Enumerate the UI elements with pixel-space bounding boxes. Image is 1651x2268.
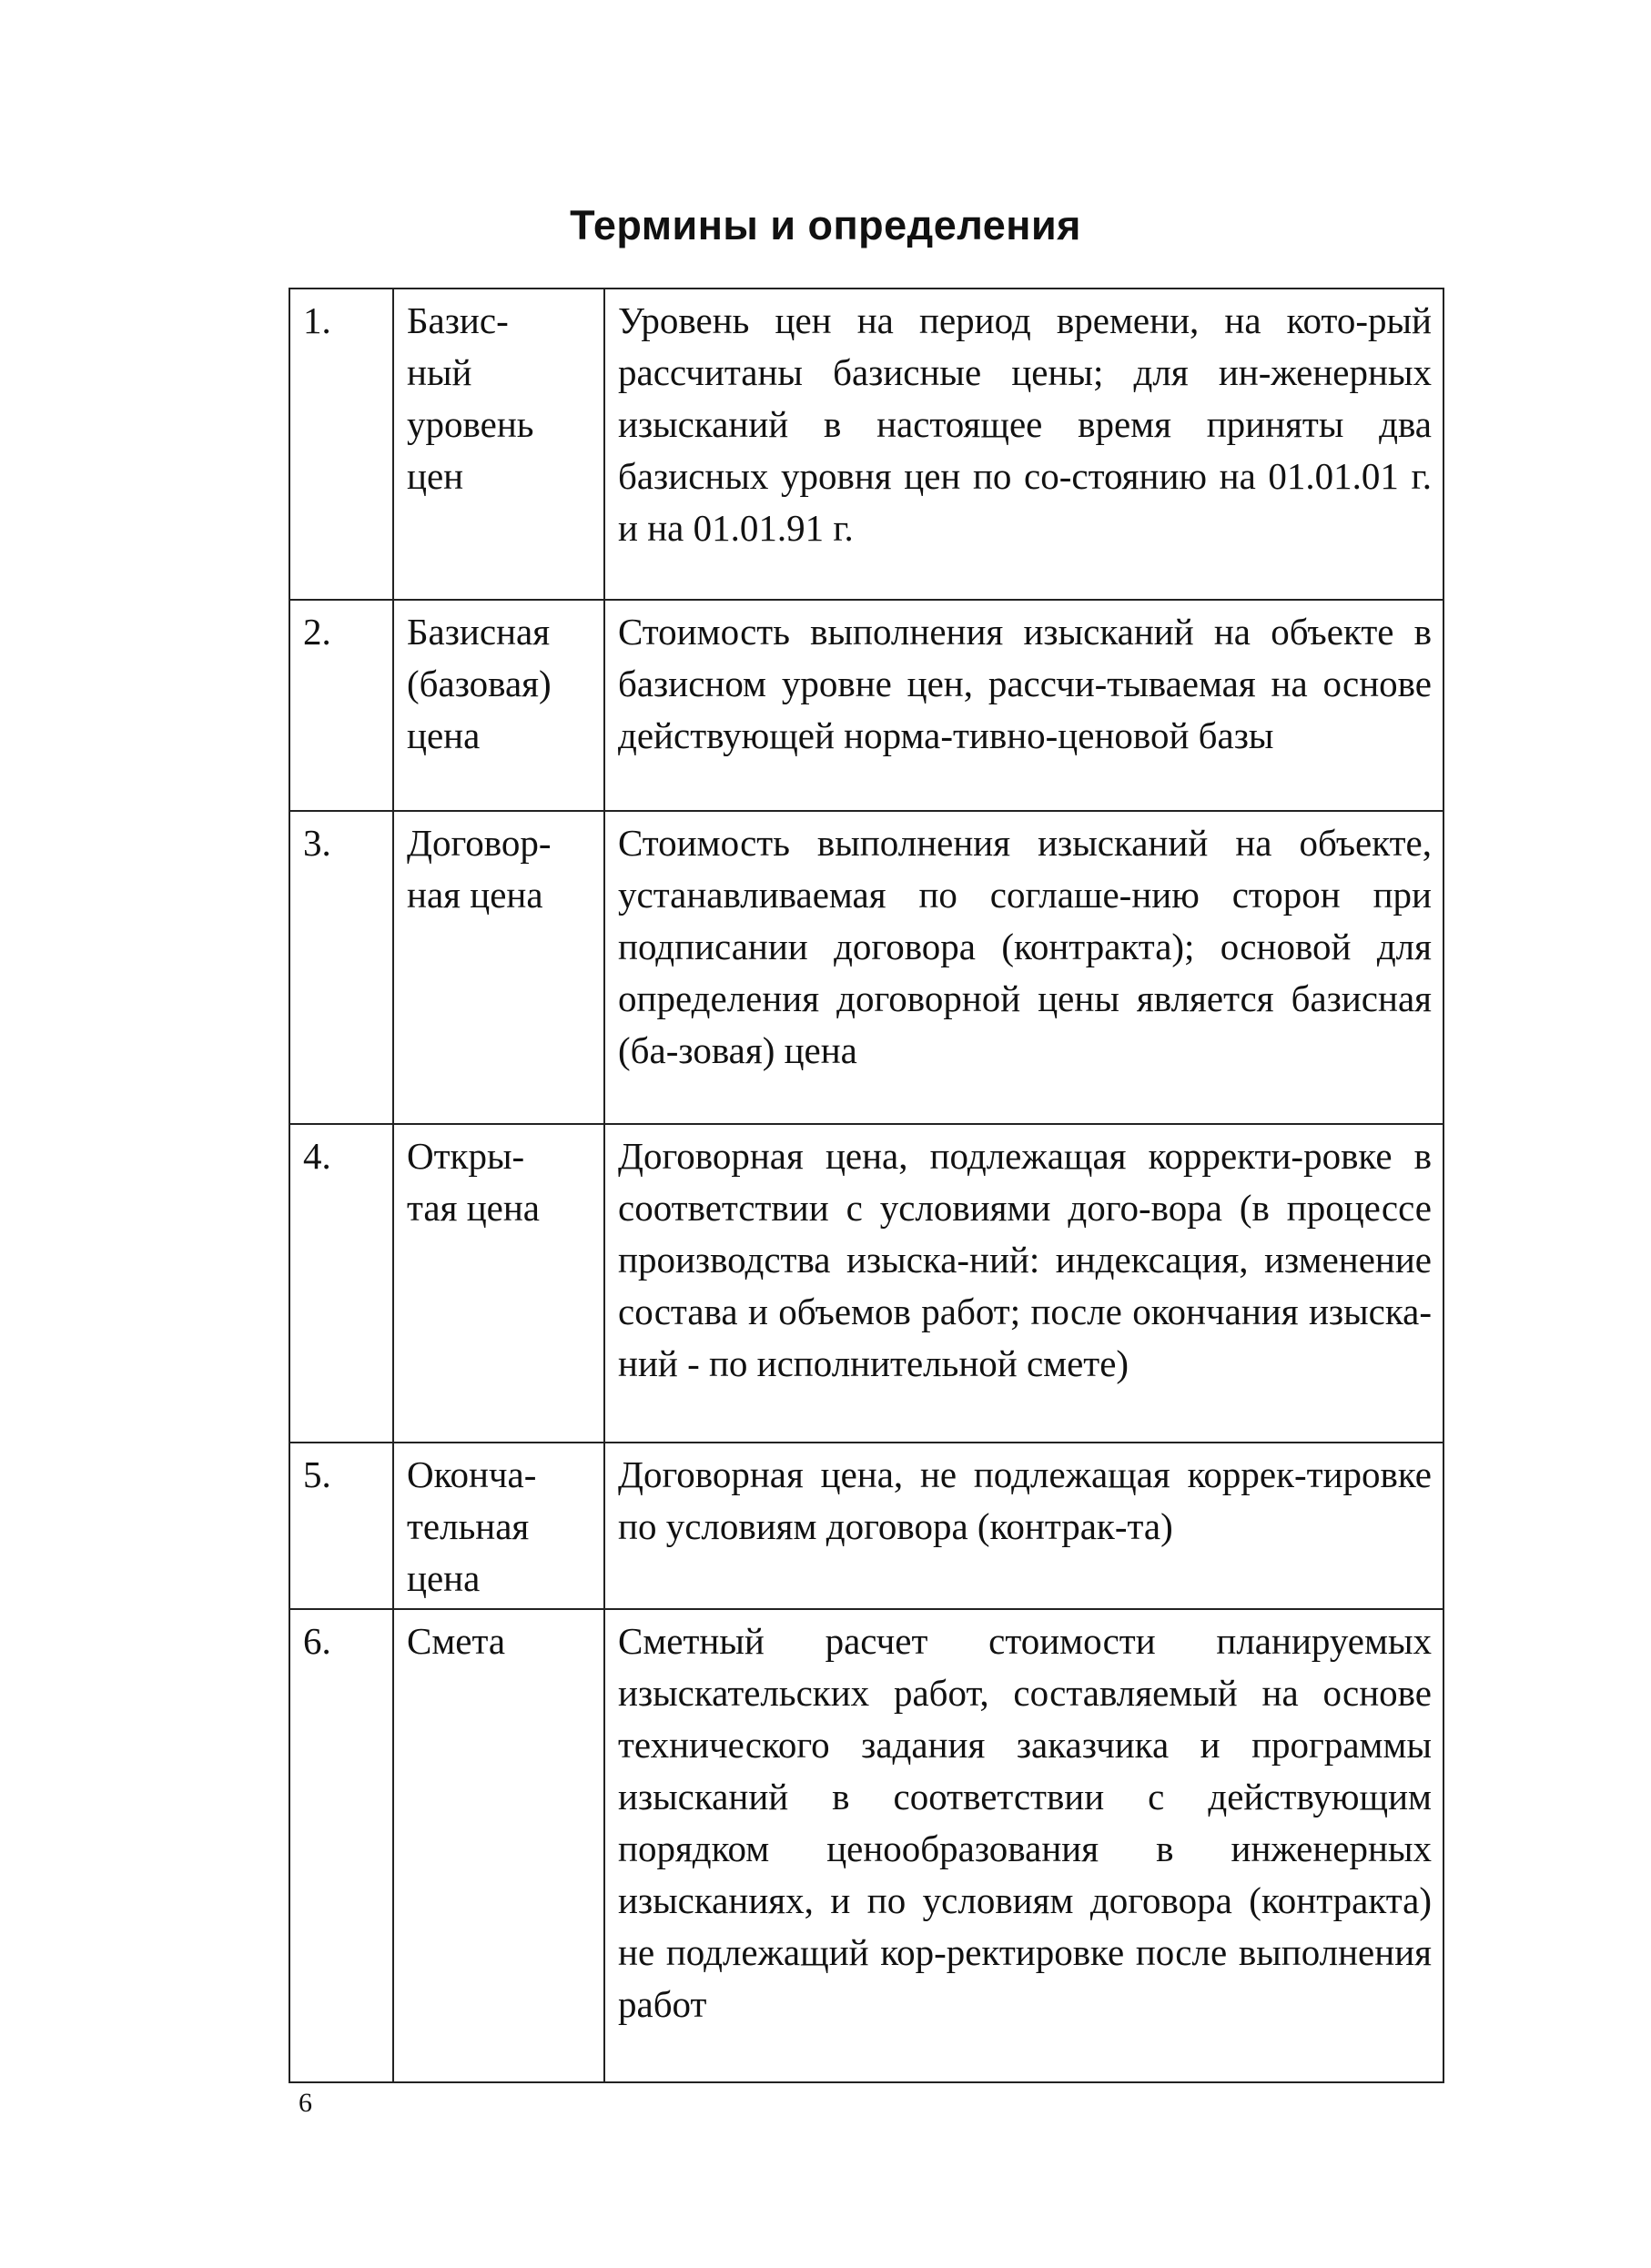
- term-definition: Уровень цен на период времени, на кото-рый рассчитаны базисные цены; для ин-женерных изысканий в настоящее время приняты два базисных уровня цен по со-стоянию на 01.01.01 г. и на 01.01.91 г.: [604, 289, 1443, 600]
- table-row: [289, 600, 1443, 811]
- table-row: [289, 1609, 1443, 2082]
- table-row: [289, 1443, 1443, 1609]
- term-line: (базовая): [407, 663, 552, 704]
- term-line: Базисная: [407, 611, 551, 653]
- table-row: [289, 811, 1443, 1124]
- terms-table: [289, 288, 1444, 2083]
- term-line: Откры-: [407, 1135, 525, 1177]
- term-name: [393, 289, 604, 600]
- row-number: 5.: [289, 1443, 393, 1609]
- row-number: 1.: [289, 289, 393, 600]
- term-line: цена: [407, 1557, 481, 1599]
- table-row: [289, 289, 1443, 600]
- row-number: 4.: [289, 1124, 393, 1443]
- term-line: цена: [407, 714, 481, 756]
- term-name: [393, 1609, 604, 2082]
- term-line: тая цена: [407, 1187, 541, 1229]
- term-name: [393, 600, 604, 811]
- term-definition: Стоимость выполнения изысканий на объекте в базисном уровне цен, рассчи-тываемая на основе действующей норма-тивно-ценовой базы: [604, 600, 1443, 811]
- page-number: 6: [299, 2088, 312, 2118]
- table-row: [289, 1124, 1443, 1443]
- term-line: ная цена: [407, 874, 543, 916]
- term-definition: Договорная цена, подлежащая корректи-ровке в соответствии с условиями дого-вора (в процессе производства изыска-ний: индексация, изменение состава и объемов работ; после окончания изыска-ний - по исполнительной смете): [604, 1124, 1443, 1443]
- term-name: [393, 1124, 604, 1443]
- term-line: Базис-: [407, 299, 509, 341]
- term-line: ный: [407, 351, 472, 393]
- page-title: Термины и определения: [570, 202, 1081, 248]
- term-line: Договор-: [407, 822, 552, 864]
- term-line: Смета: [407, 1620, 506, 1662]
- term-line: уровень: [407, 403, 534, 445]
- row-number: 3.: [289, 811, 393, 1124]
- term-line: Оконча-: [407, 1453, 537, 1495]
- term-line: цен: [407, 455, 464, 497]
- row-number: 6.: [289, 1609, 393, 2082]
- term-definition: Сметный расчет стоимости планируемых изыскательских работ, составляемый на основе технического задания заказчика и программы изысканий в соответствии с действующим порядком ценообразования в инженерных изысканиях, и по условиям договора (контракта) не подлежащий кор-ректировке после выполнения работ: [604, 1609, 1443, 2082]
- term-name: [393, 1443, 604, 1609]
- term-line: тельная: [407, 1505, 530, 1547]
- term-definition: Стоимость выполнения изысканий на объекте, устанавливаемая по соглаше-нию сторон при подписании договора (контракта); основой для определения договорной цены является базисная (ба-зовая) цена: [604, 811, 1443, 1124]
- term-name: [393, 811, 604, 1124]
- term-definition: Договорная цена, не подлежащая коррек-тировке по условиям договора (контрак-та): [604, 1443, 1443, 1609]
- row-number: 2.: [289, 600, 393, 811]
